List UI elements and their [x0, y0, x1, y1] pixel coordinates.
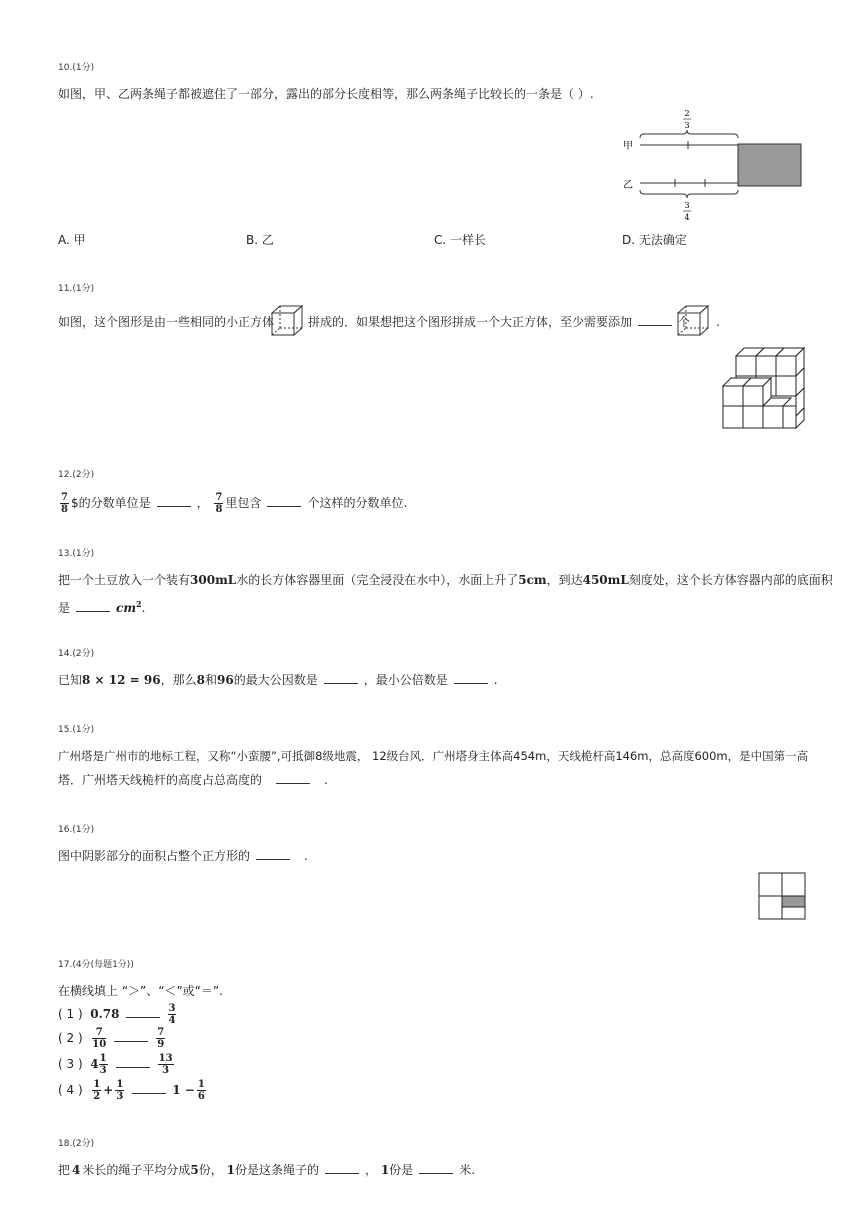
q14-header: 14.(2分)	[58, 649, 95, 659]
frac-bot-den: 4	[684, 213, 690, 222]
q14-line: 已知8 × 12 = 96，那么8和96的最大公因数是 ，最小公倍数是 .	[58, 673, 498, 687]
small-cube-icon-2	[677, 305, 709, 337]
q17-item-4: ( 4 ) $\frac{1}{2}$ + $\frac{1}{3}$ 1 − $\frac{1}{6}$	[58, 1079, 205, 1102]
q18-blank-2[interactable]	[419, 1163, 453, 1174]
rope-figure	[618, 108, 808, 226]
q11-end: .	[716, 315, 720, 329]
q11-part2: 拼成的．如果想把这个图形拼成一个大正方体，至少需要添加 个	[308, 315, 691, 329]
q10-header: 10.(1分)	[58, 63, 95, 73]
frac-bot-num: 3	[684, 201, 690, 210]
q17-item-2: ( 2 ) $\frac{7}{10}$ $\frac{7}{9}$	[58, 1027, 165, 1050]
q11-part1: 如图，这个图形是由一些相同的小正方体	[58, 315, 275, 329]
q13-line1: 把一个土豆放入一个装有300mL水的长方体容器里面（完全浸没在水中），水面上升了5cm，到达450mL刻度处，这个长方体容器内部的底面积	[58, 573, 833, 587]
bottom-brace	[640, 190, 738, 198]
frac-top-den: 3	[684, 121, 690, 130]
q18-blank-1[interactable]	[325, 1163, 359, 1174]
q15-line1: 广州塔是广州市的地标工程，又称“小蛮腰”,可抵御8级地震， 12级台风．广州塔身主体高454m，天线桅杆高146m，总高度600m，是中国第一高	[58, 749, 809, 763]
q15-header: 15.(1分)	[58, 725, 95, 735]
q18-header: 18.(2分)	[58, 1139, 95, 1149]
q16-line: 图中阴影部分的面积占整个正方形的 .	[58, 849, 308, 863]
q17-header: 17.(4分(每题1分))	[58, 960, 134, 970]
q11-header: 11.(1分)	[58, 284, 95, 294]
shaded-region	[782, 896, 805, 907]
shaded-square-figure	[758, 872, 806, 920]
q17-item-1: ( 1 ) 0.78 $\frac{3}{4}$	[58, 1003, 176, 1026]
q13-line2: 是 $cm^2$.	[58, 599, 146, 615]
q15-blank[interactable]	[276, 773, 310, 784]
q12-blank-1[interactable]	[157, 496, 191, 507]
q16-header: 16.(1分)	[58, 825, 95, 835]
cube-stack-figure	[722, 346, 808, 432]
q11-blank[interactable]	[638, 315, 672, 326]
q10-option-c[interactable]: C. 一样长	[434, 233, 487, 247]
small-cube-icon	[271, 305, 303, 337]
q13-header: 13.(1分)	[58, 549, 95, 559]
q16-blank[interactable]	[256, 849, 290, 860]
label-jia: 甲	[623, 141, 633, 152]
label-yi: 乙	[623, 180, 633, 191]
q14-blank-1[interactable]	[324, 673, 358, 684]
q17-blank-1[interactable]	[126, 1007, 160, 1018]
frac-top-num: 2	[684, 109, 690, 118]
top-brace	[640, 130, 738, 138]
q13-blank[interactable]	[76, 601, 110, 612]
q17-blank-3[interactable]	[116, 1057, 150, 1068]
q17-blank-2[interactable]	[114, 1031, 148, 1042]
q17-blank-4[interactable]	[132, 1083, 166, 1094]
q14-blank-2[interactable]	[454, 673, 488, 684]
q10-option-d[interactable]: D. 无法确定	[622, 233, 687, 247]
q10-stem: 如图，甲、乙两条绳子都被遮住了一部分，露出的部分长度相等，那么两条绳子比较长的一条是（ ）.	[58, 87, 594, 101]
q12-line: $\frac{7}{8}$ $的分数单位是 ， $\frac{7}{8}$ 里包含 个这样的分数单位.	[61, 492, 408, 515]
cover-box	[738, 144, 801, 186]
q12-fraction-a: $\frac{7}{8}$	[61, 492, 68, 515]
q12-fraction-b: $\frac{7}{8}$	[215, 492, 223, 515]
q10-option-a[interactable]: A. 甲	[58, 233, 86, 247]
q15-line2: 塔．广州塔天线桅杆的高度占总高度的 .	[58, 773, 328, 787]
q18-line: 把 4 米长的绳子平均分成5份， 1份是这条绳子的 ， 1份是 米.	[58, 1163, 476, 1177]
q12-header: 12.(2分)	[58, 470, 95, 480]
q10-option-b[interactable]: B. 乙	[246, 233, 274, 247]
q17-stem: 在横线填上 “＞”、“＜”或“＝”.	[58, 984, 223, 998]
q17-item-3: ( 3 ) 4 $\frac{1}{3}$ $\frac{13}{3}$	[58, 1053, 173, 1076]
q12-blank-2[interactable]	[267, 496, 301, 507]
